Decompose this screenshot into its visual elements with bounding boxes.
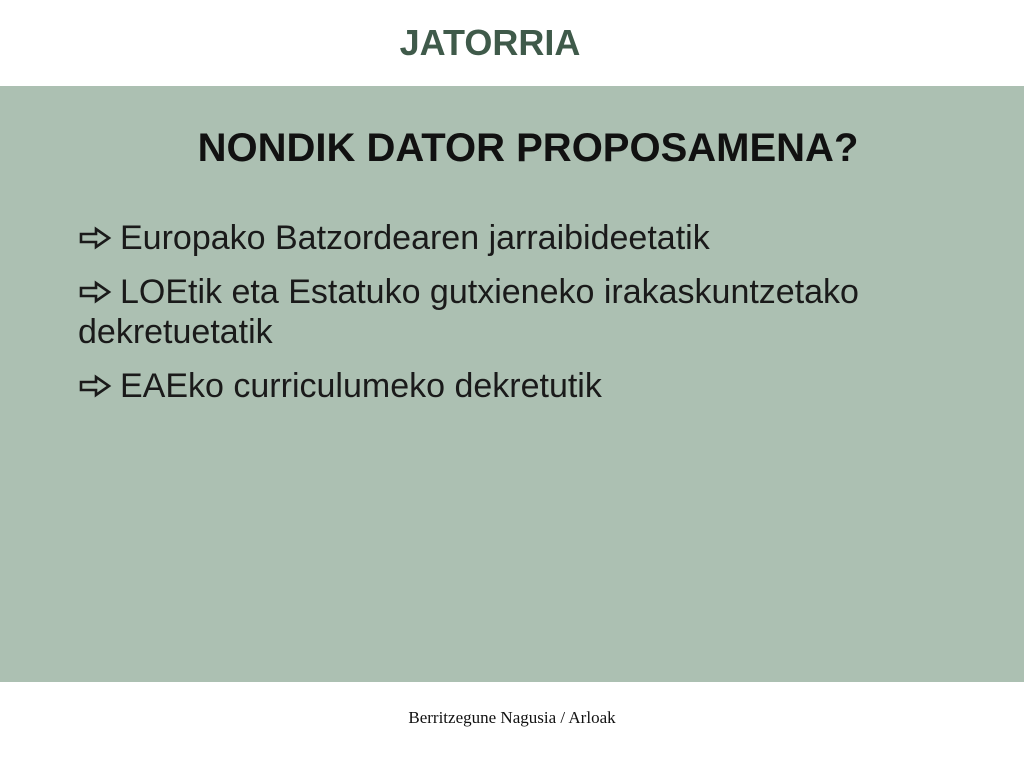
bullet-text: LOEtik eta Estatuko gutxieneko irakaskuntzetako dekretuetatik xyxy=(78,273,859,351)
bullet-item xyxy=(78,272,978,352)
panel-title: NONDIK DATOR PROPOSAMENA? xyxy=(197,126,859,170)
bullet-item xyxy=(78,218,978,258)
bullet-item xyxy=(78,366,978,406)
slide-header-title: JATORRIA xyxy=(399,22,581,63)
slide-footer: Berritzegune Nagusia / Arloak xyxy=(408,708,616,727)
bullet-text: Europako Batzordearen jarraibideetatik xyxy=(120,219,710,257)
hollow-right-arrow-icon xyxy=(78,280,112,304)
hollow-right-arrow-icon xyxy=(78,374,112,398)
bullet-text: EAEko curriculumeko dekretutik xyxy=(120,367,602,405)
bullet-list xyxy=(78,218,978,420)
hollow-right-arrow-icon xyxy=(78,226,112,250)
